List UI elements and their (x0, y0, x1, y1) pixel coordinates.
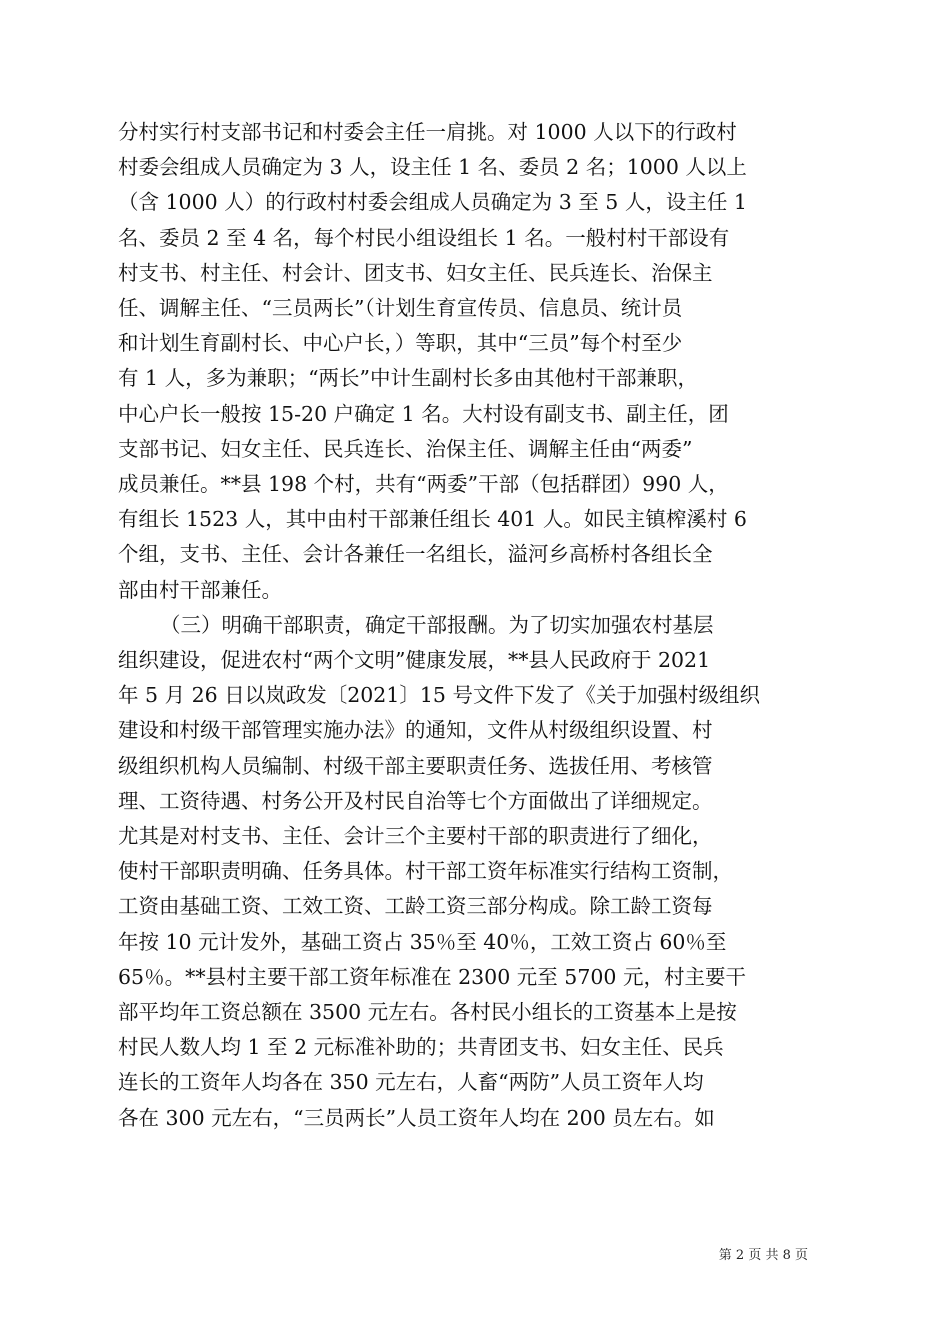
text-line: 65％。**县村主要干部工资年标准在 2300 元至 5700 元，村主要干 (118, 964, 746, 989)
text-line: 支部书记、妇女主任、民兵连长、治保主任、调解主任由“两委” (118, 436, 693, 461)
text-line: 年 5 月 26 日以岚政发〔2021〕15 号文件下发了《关于加强村级组织 (118, 683, 760, 708)
text-line: 部平均年工资总额在 3500 元左右。各村民小组长的工资基本上是按 (118, 1000, 737, 1025)
text-line: 任、调解主任、“三员两长”（计划生育宣传员、信息员、统计员 (118, 296, 683, 321)
text-line: 成员兼任。**县 198 个村，共有“两委”干部（包括群团）990 人， (118, 472, 729, 497)
text-line: 连长的工资年人均各在 350 元左右，人畜“两防”人员工资年人均 (118, 1070, 704, 1095)
text-line: 村民人数人均 1 至 2 元标准补助的；共青团支书、妇女主任、民兵 (118, 1035, 724, 1060)
text-line: 分村实行村支部书记和村委会主任一肩挑。对 1000 人以下的行政村 (118, 120, 737, 144)
text-line: 建设和村级干部管理实施办法》的通知，文件从村级组织设置、村 (118, 718, 713, 743)
text-line: 名、委员 2 至 4 名，每个村民小组设组长 1 名。一般村村干部设有 (118, 225, 730, 250)
text-line: 理、工资待遇、村务公开及村民自治等七个方面做出了详细规定。 (118, 788, 713, 813)
text-line: 工资由基础工资、工效工资、工龄工资三部分构成。除工龄工资每 (118, 894, 713, 919)
text-line: （含 1000 人）的行政村村委会组成人员确定为 3 至 5 人，设主任 1 (118, 190, 747, 215)
text-line: 级组织机构人员编制、村级干部主要职责任务、选拔任用、考核管 (118, 753, 713, 778)
text-line: 组织建设，促进农村“两个文明”健康发展，**县人民政府于 2021 (118, 648, 711, 673)
text-line: 村支书、村主任、村会计、团支书、妇女主任、民兵连长、治保主 (118, 260, 713, 285)
text-line: 村委会组成人员确定为 3 人，设主任 1 名、委员 2 名；1000 人以上 (118, 155, 747, 180)
text-line: 和计划生育副村长、中心户长，）等职，其中“三员”每个村至少 (118, 331, 683, 356)
text-line: 个组，支书、主任、会计各兼任一名组长，溢河乡高桥村各组长全 (118, 542, 713, 567)
body-text (118, 115, 818, 1136)
section-heading-line: （三）明确干部职责，确定干部报酬。为了切实加强农村基层 (160, 612, 714, 637)
text-line: 有 1 人，多为兼职；“两长”中计生副村长多由其他村干部兼职， (118, 366, 699, 391)
text-line: 年按 10 元计发外，基础工资占 35％至 40％，工效工资占 60％至 (118, 929, 727, 954)
text-line: 有组长 1523 人，其中由村干部兼任组长 401 人。如民主镇榨溪村 6 (118, 507, 747, 532)
text-line: 尤其是对村支书、主任、会计三个主要村干部的职责进行了细化， (118, 824, 713, 849)
text-line: 各在 300 元左右，“三员两长”人员工资年人均在 200 员左右。如 (118, 1105, 715, 1130)
text-line: 使村干部职责明确、任务具体。村干部工资年标准实行结构工资制， (118, 859, 733, 884)
page-number: 第 2 页 共 8 页 (718, 1248, 808, 1263)
text-line: 中心户长一般按 15-20 户确定 1 名。大村设有副支书、副主任，团 (118, 401, 729, 426)
text-line: 部由村干部兼任。 (118, 577, 282, 602)
